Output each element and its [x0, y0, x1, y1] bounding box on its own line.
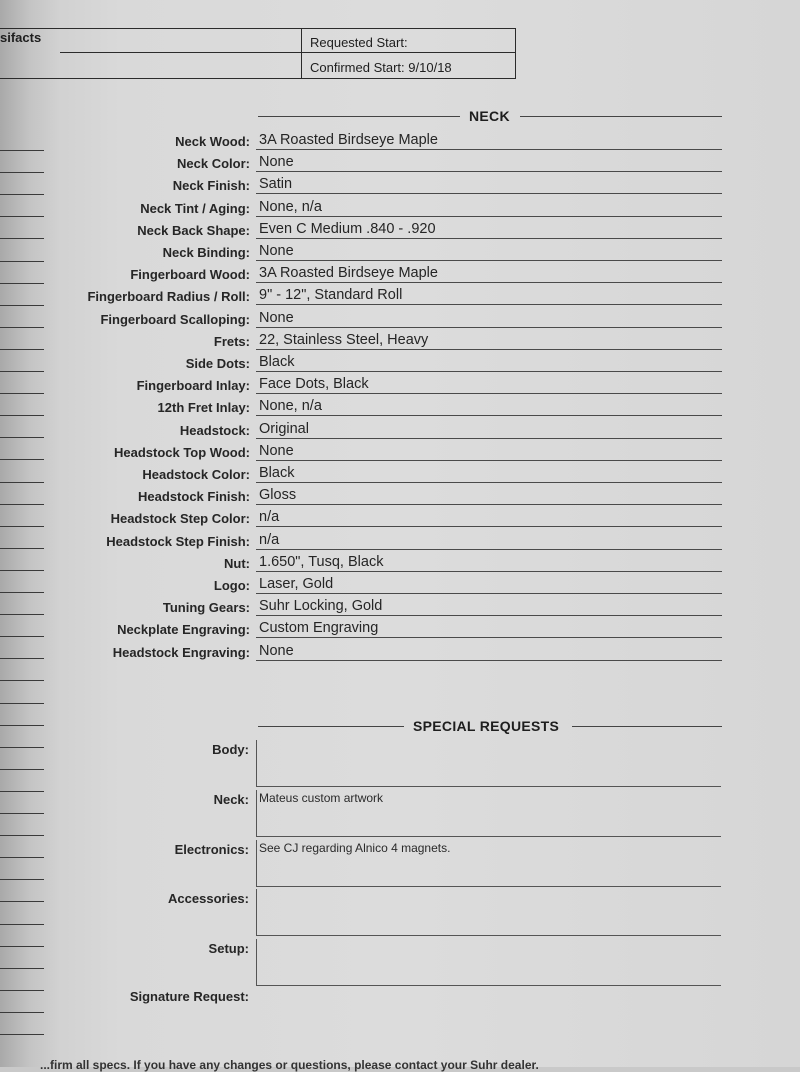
left-margin-line [0, 747, 44, 748]
neck-field-value: Face Dots, Black [259, 376, 369, 393]
special-request-box[interactable] [256, 889, 721, 936]
left-margin-line [0, 614, 44, 615]
special-request-value: Mateus custom artwork [259, 791, 384, 805]
left-margin-line [0, 327, 44, 328]
neck-field-underline [256, 504, 722, 505]
neck-field-underline [256, 327, 722, 328]
neck-field-label: Headstock Top Wood: [113, 444, 250, 460]
neck-field-underline [256, 637, 722, 638]
left-margin-line [0, 504, 44, 505]
left-margin-line [0, 725, 44, 726]
neck-field-value: None [259, 642, 294, 659]
special-request-label: Electronics: [174, 842, 249, 857]
neck-field-value: Even C Medium .840 - .920 [259, 220, 436, 237]
neck-field-underline [256, 660, 722, 661]
left-margin-line [0, 857, 44, 858]
special-request-box[interactable] [256, 939, 721, 986]
neck-field-label: Logo: [213, 578, 250, 593]
left-margin-line [0, 238, 44, 239]
neck-field-value: Custom Engraving [259, 620, 379, 637]
neck-field-underline [256, 304, 722, 305]
left-margin-line [0, 1012, 44, 1013]
special-title-rule-right [572, 726, 722, 727]
confirmed-start [310, 60, 452, 75]
neck-field-label: Fingerboard Inlay: [136, 378, 250, 394]
left-margin-line [0, 769, 44, 770]
neck-field-label: Side Dots: [185, 356, 250, 371]
neck-field-value: 1.650", Tusq, Black [259, 553, 384, 570]
neck-field-label: Neck Back Shape: [137, 222, 250, 238]
neck-field-underline [256, 393, 722, 394]
neck-field-value: n/a [259, 509, 280, 526]
neck-field-underline [256, 526, 722, 527]
neck-field-value: 9" - 12", Standard Roll [259, 287, 403, 304]
neck-title-rule-right [520, 116, 722, 117]
left-margin-line [0, 990, 44, 991]
neck-field-label: Headstock Finish: [138, 489, 250, 505]
special-request-label: Neck: [213, 792, 249, 807]
neck-field-label: Headstock Color: [142, 467, 250, 482]
left-margin-line [0, 172, 44, 173]
confirmed-start-label: Confirmed Start: [310, 60, 405, 75]
neck-field-label: Neck Wood: [175, 134, 250, 149]
left-margin-line [0, 1034, 44, 1035]
neck-field-underline [256, 260, 722, 261]
neck-field-label: Neck Binding: [162, 245, 250, 260]
neck-field-label: Neckplate Engraving: [117, 622, 250, 638]
neck-field-value: 3A Roasted Birdseye Maple [259, 132, 438, 148]
left-margin-line [0, 194, 44, 195]
neck-title-rule-left [258, 116, 460, 117]
neck-field-value: Black [259, 465, 295, 481]
neck-field-value: n/a [259, 531, 280, 548]
left-margin-line [0, 216, 44, 217]
left-margin-line [0, 570, 44, 571]
left-margin-line [0, 901, 44, 902]
neck-field-underline [256, 349, 722, 350]
page-spine-shadow [0, 0, 60, 1067]
neck-field-value: Original [259, 420, 309, 437]
left-margin-line [0, 791, 44, 792]
neck-field-label: Neck Color: [177, 156, 250, 172]
neck-field-label: Nut: [224, 555, 250, 571]
neck-field-label: Headstock Step Finish: [106, 533, 250, 549]
special-request-value: See CJ regarding Alnico 4 magnets. [259, 841, 451, 855]
neck-field-underline [256, 460, 722, 461]
requested-start-label: Requested Start: [310, 35, 408, 50]
left-margin-line [0, 305, 44, 306]
neck-field-underline [256, 438, 722, 439]
neck-field-underline [256, 193, 722, 194]
neck-field-underline [256, 238, 722, 239]
left-margin-line [0, 813, 44, 814]
confirmed-start-value: 9/10/18 [408, 60, 452, 75]
neck-field-value: Suhr Locking, Gold [259, 598, 383, 615]
left-margin-line [0, 283, 44, 284]
header-table [0, 0, 520, 82]
left-margin-line [0, 415, 44, 416]
neck-field-label: Neck Tint / Aging: [140, 200, 250, 216]
left-margin-line [0, 946, 44, 947]
left-margin-line [0, 703, 44, 704]
left-margin-line [0, 261, 44, 262]
neck-field-underline [256, 171, 722, 172]
neck-field-underline [256, 571, 722, 572]
neck-field-underline [256, 415, 722, 416]
neck-field-value: Laser, Gold [259, 576, 334, 592]
special-title-rule-left [258, 726, 404, 727]
left-margin-line [0, 437, 44, 438]
neck-field-label: Fingerboard Scalloping: [100, 311, 250, 327]
left-margin-line [0, 636, 44, 637]
left-margin-line [0, 371, 44, 372]
left-margin-line [0, 680, 44, 681]
left-margin-line [0, 548, 44, 549]
neck-field-underline [256, 371, 722, 372]
neck-field-label: Headstock Step Color: [110, 511, 250, 527]
special-request-label: Accessories: [168, 891, 249, 906]
left-margin-line [0, 835, 44, 836]
neck-field-label: Headstock Engraving: [112, 644, 250, 660]
signature-request-label: Signature Request: [129, 989, 249, 1004]
neck-section-title: NECK [469, 108, 510, 124]
neck-field-label: Tuning Gears: [162, 600, 250, 616]
neck-field-value: None, n/a [259, 398, 322, 415]
neck-field-value: 3A Roasted Birdseye Maple [259, 265, 438, 282]
footer-note: ...firm all specs. If you have any changes or questions, please contact your Suhr dealer. [40, 1058, 539, 1072]
neck-field-value: 22, Stainless Steel, Heavy [259, 331, 429, 348]
neck-field-value: None [259, 154, 294, 171]
neck-field-underline [256, 615, 722, 616]
left-margin-line [0, 393, 44, 394]
neck-field-value: Black [259, 354, 295, 370]
left-margin-line [0, 879, 44, 880]
left-margin-line [0, 526, 44, 527]
left-margin-line [0, 459, 44, 460]
left-margin-line [0, 658, 44, 659]
neck-field-value: None [259, 309, 294, 326]
neck-field-label: 12th Fret Inlay: [157, 400, 250, 416]
special-request-box[interactable] [256, 740, 721, 787]
neck-field-label: Neck Finish: [172, 178, 250, 194]
left-margin-line [0, 592, 44, 593]
neck-field-label: Fingerboard Radius / Roll: [87, 289, 250, 305]
neck-field-value: Satin [259, 176, 293, 193]
neck-field-label: Frets: [213, 333, 250, 349]
neck-field-value: None, n/a [259, 198, 322, 215]
left-margin-line [0, 968, 44, 969]
left-margin-line [0, 482, 44, 483]
artifacts-label: sifacts [0, 30, 42, 45]
neck-field-underline [256, 149, 722, 150]
neck-field-underline [256, 549, 722, 550]
neck-field-value: None [259, 442, 294, 459]
neck-field-underline [256, 216, 722, 217]
neck-field-label: Headstock: [179, 422, 250, 438]
neck-field-underline [256, 593, 722, 594]
neck-field-value: Gloss [259, 487, 297, 504]
left-margin-line [0, 150, 44, 151]
special-request-label: Body: [212, 742, 249, 757]
neck-field-underline [256, 482, 722, 483]
neck-field-value: None [259, 243, 294, 259]
left-margin-line [0, 349, 44, 350]
neck-field-label: Fingerboard Wood: [130, 267, 250, 283]
left-margin-line [0, 924, 44, 925]
special-request-label: Setup: [208, 941, 249, 956]
special-requests-title: SPECIAL REQUESTS [413, 718, 560, 734]
neck-field-underline [256, 282, 722, 283]
